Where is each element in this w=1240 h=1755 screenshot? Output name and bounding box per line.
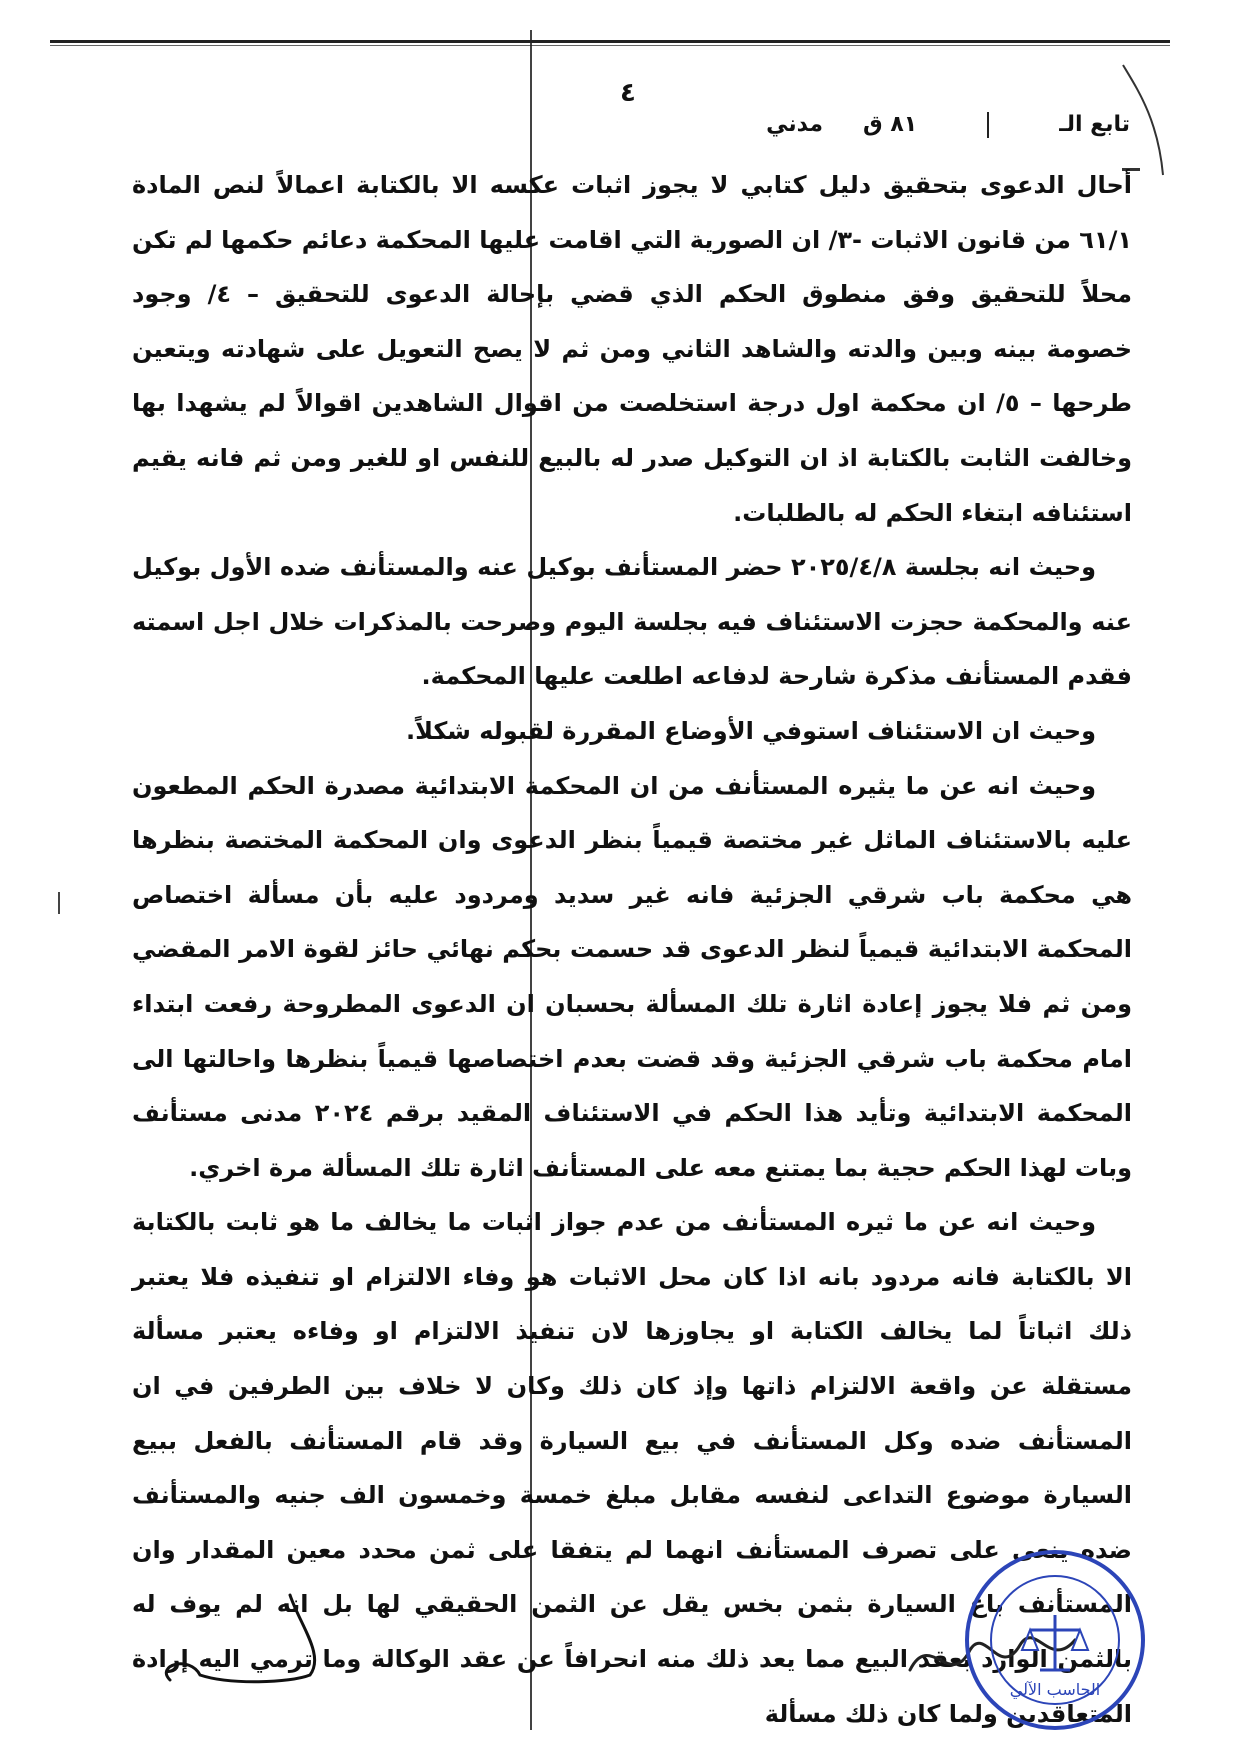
top-border-line-thin xyxy=(50,45,1170,46)
header-case-number: ٨١ ق xyxy=(863,112,918,137)
header-case-type: مدني xyxy=(766,112,824,137)
paragraph: وحيث ان الاستئناف استوفي الأوضاع المقررة لقبوله شكلاً. xyxy=(406,716,1096,745)
page-number: ٤ xyxy=(620,78,636,108)
official-stamp xyxy=(960,1545,1150,1735)
paragraph: وحيث انه عن ما يثيره المستأنف من ان المحكمة الابتدائية مصدرة الحكم المطعون عليه بالاستئناف الماثل غير مختصة قيمياً بنظر الدعوى وان المحكمة المختصة بنظرها هي محكمة باب شرقي الجزئية فانه غير سديد ومردود عليه بأن مسألة اختصاص المحكمة الابتدائية قيمياً لنظر الدعوى قد حسمت بحكم نهائي حائز لقوة الامر المقضي ومن ثم فلا يجوز إعادة اثارة تلك المسألة بحسبان ان الدعوى المطروحة رفعت ابتداء امام محكمة باب شرقي الجزئية وقد قضت بعدم اختصاصها قيمياً بنظرها واحالتها الى المحكمة الابتدائية وتأيد هذا الحكم في الاستئناف المقيد برقم ٢٠٢٤ مدنى مستأنف وبات لهذا الحكم حجية بما يمتنع معه على المستأنف اثارة تلك المسألة مرة اخري. xyxy=(132,771,1133,1182)
document-body xyxy=(132,158,1132,1741)
header-follow: تابع الـ xyxy=(1059,112,1130,137)
paragraph: وحيث انه عن ما ثيره المستأنف من عدم جواز اثبات ما يخالف ما هو ثابت بالكتابة الا بالكتابة فانه مردود بانه اذا كان محل الاثبات هو وفاء الالتزام او تنفيذه فلا يعتبر ذلك اثباتاً لما يخالف الكتابة او يجاوزها لان تنفيذ الالتزام او وفاءه يعتبر مسألة مستقلة عن واقعة الالتزام ذاتها وإذ كان ذلك وكان لا خلاف بين الطرفين في ان المستأنف ضده وكل المستأنف في بيع السيارة وقد قام المستأنف بالفعل ببيع السيارة موضوع التداعى لنفسه مقابل مبلغ خمسة وخمسون الف جنيه والمستأنف ضده ينعى على تصرف المستأنف انهما لم يتفقا على ثمن محدد معين المقدار وان المستأنف باع السيارة بثمن بخس يقل عن الثمن الحقيقي لها بل انه لم يوف له بالثمن الوارد بعقد البيع مما يعد ذلك منه انحرافاً عن عقد الوكالة وما ترمي اليه إرادة المتعاقدين ولما كان ذلك مسألة xyxy=(132,1208,1132,1728)
signature-left xyxy=(150,1585,360,1705)
case-header xyxy=(430,112,1130,138)
paragraph: وحيث انه بجلسة ٢٠٢٥/٤/٨ حضر المستأنف بوكيل عنه والمستأنف ضده الأول بوكيل عنه والمحكمة حجزت الاستئناف فيه بجلسة اليوم وصرحت بالمذكرات خلال اجل اسمته فقدم المستأنف مذكرة شارحة لدفاعه اطلعت عليها المحكمة. xyxy=(132,553,1132,691)
stamp-text: الحاسب الآلي xyxy=(1009,1680,1101,1699)
top-border-line xyxy=(50,40,1170,43)
header-separator xyxy=(987,112,989,138)
margin-tick xyxy=(58,892,60,914)
paragraph: أحال الدعوى بتحقيق دليل كتابي لا يجوز اثبات عكسه الا بالكتابة اعمالاً لنص المادة ٦١/١ من قانون الاثبات -٣/ ان الصورية التي اقامت عليها المحكمة دعائم حكمها لم تكن محلاً للتحقيق وفق منطوق الحكم الذي قضي بإحالة الدعوى للتحقيق – ٤/ وجود خصومة بينه وبين والدته والشاهد الثاني ومن ثم لا يصح التعويل على شهادته ويتعين طرحها – ٥/ ان محكمة اول درجة استخلصت من اقوال الشاهدين اقوالاً لم يشهدا بها وخالفت الثابت بالكتابة اذ ان التوكيل صدر له بالبيع للنفس او للغير ومن ثم فانه يقيم استئنافه ابتغاء الحكم له بالطلبات. xyxy=(132,171,1133,527)
